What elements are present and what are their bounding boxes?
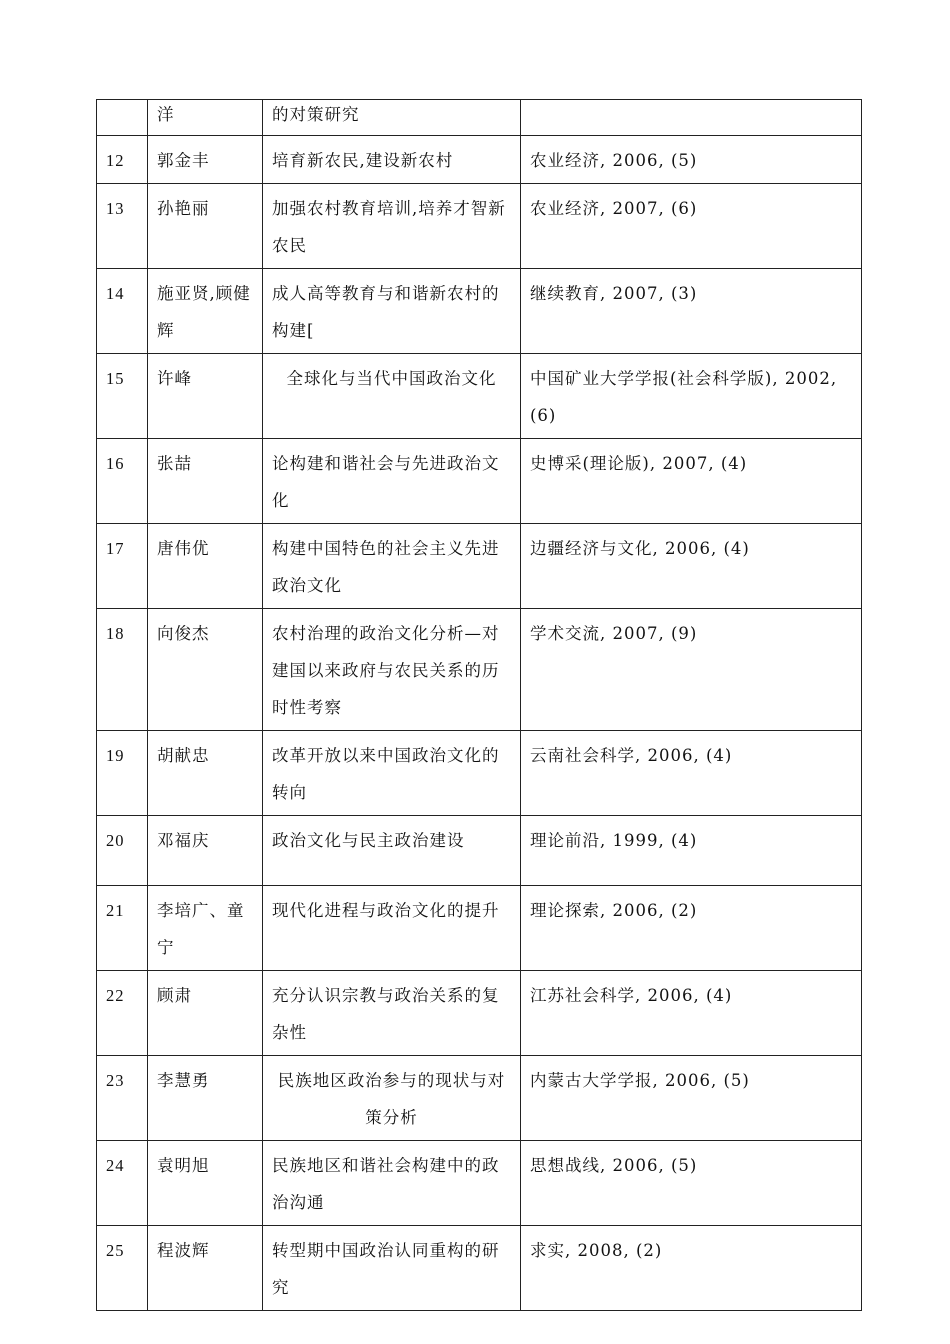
row-number: 17	[97, 524, 148, 609]
references-table	[96, 99, 862, 1311]
row-number: 23	[97, 1056, 148, 1141]
row-title: 转型期中国政治认同重构的研究	[263, 1226, 521, 1311]
row-source: 农业经济, 2007, (6)	[521, 184, 862, 269]
table-row	[97, 524, 862, 609]
table-row	[97, 886, 862, 971]
row-source: 内蒙古大学学报, 2006, (5)	[521, 1056, 862, 1141]
row-title: 民族地区政治参与的现状与对策分析	[263, 1056, 521, 1141]
table-row	[97, 1226, 862, 1311]
row-number: 24	[97, 1141, 148, 1226]
row-source: 学术交流, 2007, (9)	[521, 609, 862, 731]
row-number: 18	[97, 609, 148, 731]
table-row	[97, 609, 862, 731]
row-source: 理论前沿, 1999, (4)	[521, 816, 862, 886]
row-title: 全球化与当代中国政治文化	[263, 354, 521, 439]
table-row	[97, 269, 862, 354]
row-title: 构建中国特色的社会主义先进政治文化	[263, 524, 521, 609]
row-title: 现代化进程与政治文化的提升	[263, 886, 521, 971]
row-title: 加强农村教育培训,培养才智新农民	[263, 184, 521, 269]
row-author: 张喆	[148, 439, 263, 524]
row-source: 边疆经济与文化, 2006, (4)	[521, 524, 862, 609]
row-author: 邓福庆	[148, 816, 263, 886]
row-author: 胡献忠	[148, 731, 263, 816]
row-author: 向俊杰	[148, 609, 263, 731]
row-number: 13	[97, 184, 148, 269]
row-source: 史博采(理论版), 2007, (4)	[521, 439, 862, 524]
row-author: 袁明旭	[148, 1141, 263, 1226]
row-source: 继续教育, 2007, (3)	[521, 269, 862, 354]
row-number	[97, 100, 148, 136]
table-row	[97, 136, 862, 184]
row-title: 培育新农民,建设新农村	[263, 136, 521, 184]
row-author: 李慧勇	[148, 1056, 263, 1141]
table-row	[97, 971, 862, 1056]
row-source: 中国矿业大学学报(社会科学版), 2002, (6)	[521, 354, 862, 439]
table-row	[97, 1141, 862, 1226]
row-source: 思想战线, 2006, (5)	[521, 1141, 862, 1226]
row-author: 郭金丰	[148, 136, 263, 184]
table-row	[97, 184, 862, 269]
row-source: 云南社会科学, 2006, (4)	[521, 731, 862, 816]
row-source	[521, 100, 862, 136]
row-source: 江苏社会科学, 2006, (4)	[521, 971, 862, 1056]
table-row	[97, 439, 862, 524]
row-number: 21	[97, 886, 148, 971]
row-title: 充分认识宗教与政治关系的复杂性	[263, 971, 521, 1056]
table-row	[97, 354, 862, 439]
row-number: 22	[97, 971, 148, 1056]
row-title: 农村治理的政治文化分析—对建国以来政府与农民关系的历时性考察	[263, 609, 521, 731]
row-title: 民族地区和谐社会构建中的政治沟通	[263, 1141, 521, 1226]
row-author: 洋	[148, 100, 263, 136]
row-title: 成人高等教育与和谐新农村的构建[	[263, 269, 521, 354]
row-source: 理论探索, 2006, (2)	[521, 886, 862, 971]
row-number: 12	[97, 136, 148, 184]
table-row	[97, 1056, 862, 1141]
row-title: 政治文化与民主政治建设	[263, 816, 521, 886]
row-author: 顾肃	[148, 971, 263, 1056]
row-title: 论构建和谐社会与先进政治文化	[263, 439, 521, 524]
row-number: 25	[97, 1226, 148, 1311]
row-title: 改革开放以来中国政治文化的转向	[263, 731, 521, 816]
row-title: 的对策研究	[263, 100, 521, 136]
row-source: 农业经济, 2006, (5)	[521, 136, 862, 184]
row-author: 孙艳丽	[148, 184, 263, 269]
table-row	[97, 816, 862, 886]
row-author: 唐伟优	[148, 524, 263, 609]
row-author: 许峰	[148, 354, 263, 439]
row-number: 14	[97, 269, 148, 354]
table-row	[97, 100, 862, 136]
row-author: 李培广、童宁	[148, 886, 263, 971]
table-row	[97, 731, 862, 816]
row-number: 15	[97, 354, 148, 439]
row-number: 19	[97, 731, 148, 816]
row-number: 20	[97, 816, 148, 886]
row-source: 求实, 2008, (2)	[521, 1226, 862, 1311]
row-author: 施亚贤,顾健辉	[148, 269, 263, 354]
row-number: 16	[97, 439, 148, 524]
row-author: 程波辉	[148, 1226, 263, 1311]
